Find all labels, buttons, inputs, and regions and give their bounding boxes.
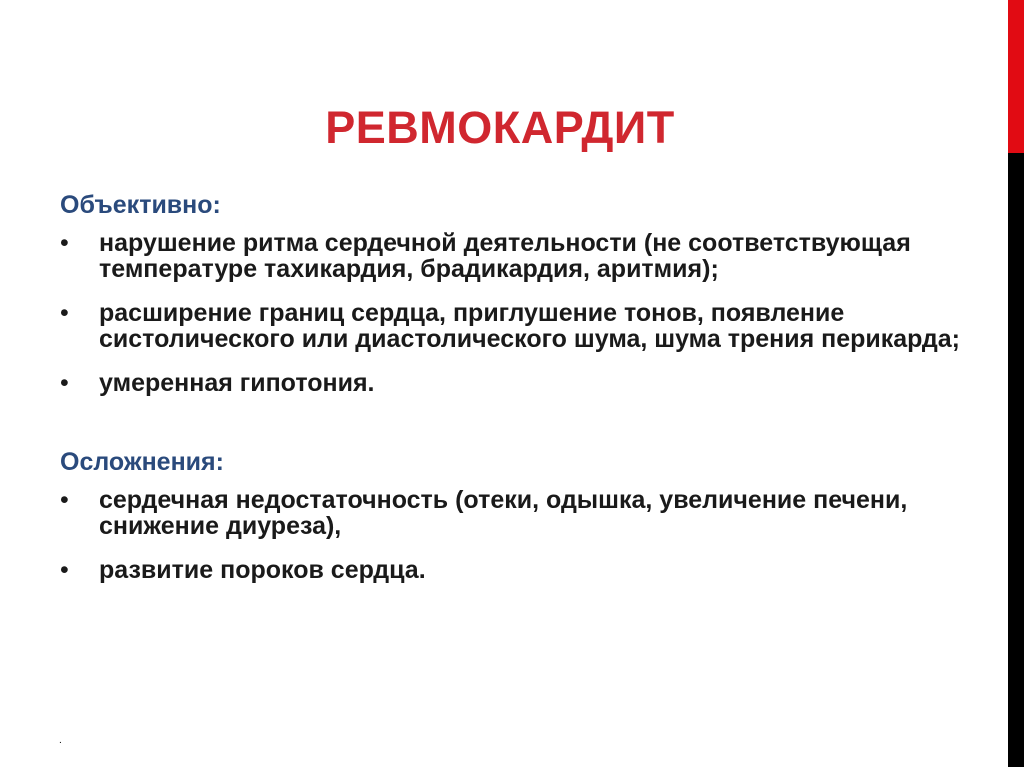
list-item (60, 557, 960, 583)
section-heading-objective: Объективно: (60, 191, 221, 219)
bullet-icon: • (60, 486, 69, 514)
bullet-icon: • (60, 369, 69, 397)
footer-mark: . (59, 735, 62, 746)
list-item (60, 230, 960, 282)
list-item-text: нарушение ритма сердечной деятельности (не соответствующая температуре тахикардия, брадикардия, аритмия); (99, 229, 911, 283)
complications-list (60, 487, 960, 583)
list-item (60, 370, 960, 396)
list-item-text: расширение границ сердца, приглушение тонов, появление систолического или диастолического шума, шума трения перикарда; (99, 299, 960, 353)
accent-bar-red (1008, 0, 1024, 153)
bullet-icon: • (60, 229, 69, 257)
slide-title: РЕВМОКАРДИТ (325, 102, 675, 153)
objective-list (60, 230, 960, 396)
section-heading-complications: Осложнения: (60, 448, 224, 476)
bullet-icon: • (60, 556, 69, 584)
list-item (60, 300, 960, 352)
list-item-text: развитие пороков сердца. (99, 556, 426, 584)
bullet-icon: • (60, 299, 69, 327)
list-item-text: умеренная гипотония. (99, 369, 375, 397)
slide-content (60, 192, 960, 601)
list-item (60, 487, 960, 539)
accent-bar-black (1008, 153, 1024, 767)
list-item-text: сердечная недостаточность (отеки, одышка, увеличение печени, снижение диуреза), (99, 486, 908, 540)
